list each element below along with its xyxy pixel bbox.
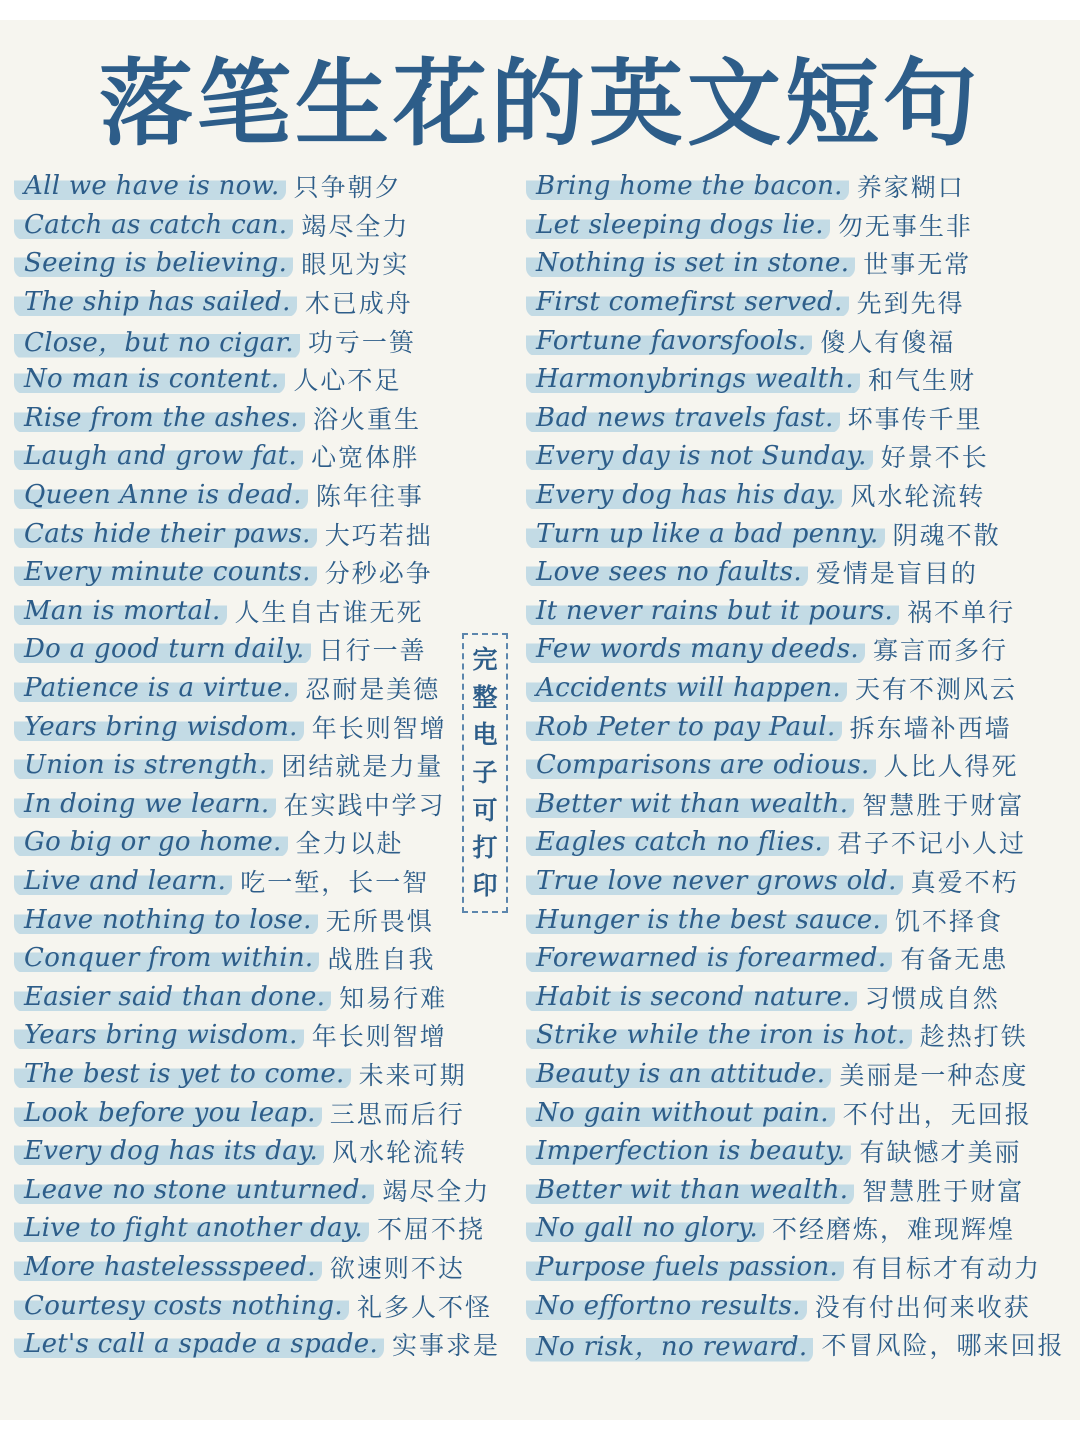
chinese-translation: 不经磨炼，难现辉煌 <box>772 1215 1016 1245</box>
phrase-row <box>14 746 474 785</box>
phrase-row <box>14 977 474 1016</box>
phrase-row <box>14 630 474 669</box>
english-phrase: Accidents will happen. <box>526 673 847 703</box>
chinese-translation: 不冒风险，哪来回报 <box>821 1331 1065 1361</box>
english-phrase: Hunger is the best sauce. <box>526 905 887 935</box>
chinese-translation: 风水轮流转 <box>850 482 986 512</box>
chinese-translation: 未来可期 <box>358 1060 467 1090</box>
phrase-row <box>14 1209 485 1248</box>
english-phrase: Every day is not Sunday. <box>526 441 873 471</box>
chinese-translation: 风水轮流转 <box>332 1138 468 1168</box>
chinese-translation: 礼多人不怪 <box>356 1292 492 1322</box>
chinese-translation: 竭尽全力 <box>301 211 410 241</box>
phrase-row <box>526 939 1080 978</box>
chinese-translation: 真爱不朽 <box>910 867 1019 897</box>
phrase-row <box>526 1286 1080 1325</box>
chinese-translation: 无所畏惧 <box>325 906 434 936</box>
phrase-row <box>526 746 1080 785</box>
chinese-translation: 三思而后行 <box>329 1099 465 1129</box>
phrase-row <box>526 514 1080 553</box>
chinese-translation: 全力以赴 <box>295 829 404 859</box>
badge-char: 完 <box>472 644 498 674</box>
phrase-row <box>526 1093 1080 1132</box>
english-phrase: Laugh and grow fat. <box>14 441 303 471</box>
chinese-translation: 只争朝夕 <box>293 173 402 203</box>
phrase-list-right <box>526 167 1080 1363</box>
badge-char: 打 <box>472 833 498 863</box>
english-phrase: No risk，no reward. <box>526 1326 813 1363</box>
english-phrase: In doing we learn. <box>14 789 276 819</box>
english-phrase: Have nothing to lose. <box>14 905 318 935</box>
phrase-row <box>526 1325 1080 1364</box>
phrase-row <box>14 823 474 862</box>
chinese-translation: 木已成舟 <box>304 289 413 319</box>
english-phrase: Strike while the iron is hot. <box>526 1020 912 1050</box>
english-phrase: No gall no glory. <box>526 1213 764 1243</box>
chinese-translation: 勿无事生非 <box>837 211 973 241</box>
chinese-translation: 人心不足 <box>293 366 402 396</box>
english-phrase: Years bring wisdom. <box>14 712 304 742</box>
phrase-row <box>14 399 474 438</box>
chinese-translation: 美丽是一种态度 <box>839 1060 1029 1090</box>
english-phrase: It never rains but it pours. <box>526 596 899 626</box>
phrase-row <box>526 630 1080 669</box>
badge-char: 可 <box>472 795 498 825</box>
chinese-translation: 年长则智增 <box>311 1022 447 1052</box>
phrase-row <box>526 1132 1080 1171</box>
english-phrase: More hastelessspeed. <box>14 1252 322 1282</box>
english-phrase: Love sees no faults. <box>526 557 808 587</box>
chinese-translation: 陈年往事 <box>315 482 424 512</box>
phrase-row <box>526 437 1080 476</box>
english-phrase: Comparisons are odious. <box>526 750 876 780</box>
english-phrase: Eagles catch no flies. <box>526 827 829 857</box>
phrase-row <box>526 1055 1080 1094</box>
phrase-row <box>14 592 474 631</box>
english-phrase: Look before you leap. <box>14 1098 322 1128</box>
english-phrase: Imperfection is beauty. <box>526 1136 851 1166</box>
phrase-row <box>14 1132 474 1171</box>
phrase-row <box>526 669 1080 708</box>
english-phrase: Leave no stone unturned. <box>14 1175 374 1205</box>
badge-char: 电 <box>472 720 498 750</box>
chinese-translation: 日行一善 <box>318 636 427 666</box>
english-phrase: Cats hide their paws. <box>14 519 317 549</box>
chinese-translation: 不付出，无回报 <box>842 1099 1032 1129</box>
chinese-translation: 大巧若拙 <box>324 520 433 550</box>
phrase-row <box>14 669 474 708</box>
chinese-translation: 有缺憾才美丽 <box>859 1138 1022 1168</box>
english-phrase: Catch as catch can. <box>14 210 293 240</box>
phrase-row <box>14 785 474 824</box>
badge-char: 整 <box>472 682 498 712</box>
phrase-row <box>526 977 1080 1016</box>
phrase-list-left <box>14 167 501 1363</box>
phrase-row <box>526 823 1080 862</box>
english-phrase: First comefirst served. <box>526 287 849 317</box>
chinese-translation: 傻人有傻福 <box>820 327 956 357</box>
english-phrase: Rise from the ashes. <box>14 403 305 433</box>
phrase-row <box>526 862 1080 901</box>
badge-char: 子 <box>472 757 498 787</box>
phrase-row <box>14 167 474 206</box>
english-phrase: Conquer from within. <box>14 943 319 973</box>
english-phrase: Queen Anne is dead. <box>14 480 308 510</box>
chinese-translation: 不屈不挠 <box>376 1215 485 1245</box>
english-phrase: No man is content. <box>14 364 285 394</box>
phrase-row <box>14 437 474 476</box>
english-phrase: Do a good turn daily. <box>14 634 311 664</box>
phrase-row <box>14 283 474 322</box>
chinese-translation: 祸不单行 <box>907 597 1016 627</box>
chinese-translation: 战胜自我 <box>327 945 436 975</box>
phrase-row <box>526 1248 1080 1287</box>
english-phrase: Forewarned is forearmed. <box>526 943 892 973</box>
english-phrase: Few words many deeds. <box>526 634 865 664</box>
chinese-translation: 爱情是盲目的 <box>815 559 978 589</box>
chinese-translation: 忍耐是美德 <box>305 675 441 705</box>
phrase-row <box>14 206 474 245</box>
english-phrase: True love never grows old. <box>526 866 903 896</box>
phrase-row <box>526 206 1080 245</box>
phrase-row <box>14 1055 474 1094</box>
phrase-row <box>526 399 1080 438</box>
phrase-row <box>526 283 1080 322</box>
english-phrase: Rob Peter to pay Paul. <box>526 712 842 742</box>
chinese-translation: 年长则智增 <box>311 713 447 743</box>
printable-badge <box>462 633 508 913</box>
chinese-translation: 心宽体胖 <box>311 443 420 473</box>
chinese-translation: 天有不测风云 <box>855 675 1018 705</box>
english-phrase: Live and learn. <box>14 866 232 896</box>
phrase-row <box>14 1170 491 1209</box>
chinese-translation: 分秒必争 <box>324 559 433 589</box>
english-phrase: Patience is a virtue. <box>14 673 297 703</box>
chinese-translation: 竭尽全力 <box>382 1176 491 1206</box>
chinese-translation: 君子不记小人过 <box>837 829 1027 859</box>
chinese-translation: 实事求是 <box>392 1331 501 1361</box>
english-phrase: Better wit than wealth. <box>526 789 854 819</box>
english-phrase: Man is mortal. <box>14 596 227 626</box>
chinese-translation: 眼见为实 <box>301 250 410 280</box>
english-phrase: Bad news travels fast. <box>526 403 840 433</box>
chinese-translation: 世事无常 <box>863 250 972 280</box>
chinese-translation: 好景不长 <box>880 443 989 473</box>
phrase-row <box>14 939 474 978</box>
chinese-translation: 智慧胜于财富 <box>862 1176 1025 1206</box>
phrase-row <box>14 707 474 746</box>
chinese-translation: 有目标才有动力 <box>852 1253 1042 1283</box>
phrase-row <box>526 785 1080 824</box>
chinese-translation: 习惯成自然 <box>864 983 1000 1013</box>
chinese-translation: 人生自古谁无死 <box>234 597 424 627</box>
english-phrase: Easier said than done. <box>14 982 331 1012</box>
phrase-row <box>14 1093 474 1132</box>
chinese-translation: 坏事传千里 <box>847 404 983 434</box>
english-phrase: Nothing is set in stone. <box>526 248 855 278</box>
english-phrase: Let's call a spade a spade. <box>14 1329 384 1359</box>
chinese-translation: 有备无患 <box>900 945 1009 975</box>
chinese-translation: 在实践中学习 <box>283 790 446 820</box>
badge-char: 印 <box>472 871 498 901</box>
chinese-translation: 知易行难 <box>339 983 448 1013</box>
chinese-translation: 团结就是力量 <box>281 752 444 782</box>
phrase-row <box>14 862 474 901</box>
chinese-translation: 阴魂不散 <box>892 520 1001 550</box>
phrase-row <box>14 1286 492 1325</box>
english-phrase: Courtesy costs nothing. <box>14 1291 349 1321</box>
phrase-row <box>526 900 1080 939</box>
phrase-row <box>14 1016 474 1055</box>
english-phrase: Better wit than wealth. <box>526 1175 854 1205</box>
phrase-row <box>14 1248 474 1287</box>
chinese-translation: 先到先得 <box>856 289 965 319</box>
english-phrase: Go big or go home. <box>14 827 288 857</box>
phrase-row <box>14 900 474 939</box>
english-phrase: Live to fight another day. <box>14 1213 369 1243</box>
english-phrase: No gain without pain. <box>526 1098 835 1128</box>
phrase-row <box>14 1325 501 1364</box>
chinese-translation: 养家糊口 <box>856 173 965 203</box>
phrase-row <box>526 476 1080 515</box>
phrase-row <box>526 592 1080 631</box>
english-phrase: Turn up like a bad penny. <box>526 519 885 549</box>
chinese-translation: 人比人得死 <box>883 752 1019 782</box>
english-phrase: Let sleeping dogs lie. <box>526 210 830 240</box>
english-phrase: Every dog has his day. <box>526 480 842 510</box>
chinese-translation: 趁热打铁 <box>919 1022 1028 1052</box>
chinese-translation: 吃一堑，长一智 <box>240 867 430 897</box>
english-phrase: Purpose fuels passion. <box>526 1252 844 1282</box>
english-phrase: The ship has sailed. <box>14 287 297 317</box>
phrase-row <box>526 321 1080 360</box>
english-phrase: Habit is second nature. <box>526 982 857 1012</box>
english-phrase: Years bring wisdom. <box>14 1020 304 1050</box>
english-phrase: Bring home the bacon. <box>526 171 849 201</box>
english-phrase: Close，but no cigar. <box>14 322 300 359</box>
english-phrase: Fortune favorsfools. <box>526 326 812 356</box>
english-phrase: All we have is now. <box>14 171 286 201</box>
phrase-row <box>526 360 1080 399</box>
chinese-translation: 欲速则不达 <box>329 1253 465 1283</box>
phrase-row <box>526 707 1080 746</box>
phrase-row <box>14 514 474 553</box>
chinese-translation: 拆东墙补西墙 <box>849 713 1012 743</box>
chinese-translation: 没有付出何来收获 <box>814 1292 1031 1322</box>
page-title: 落笔生花的英文短句 <box>98 50 981 159</box>
english-phrase: Harmonybrings wealth. <box>526 364 860 394</box>
chinese-translation: 饥不择食 <box>895 906 1004 936</box>
phrase-row <box>526 1209 1080 1248</box>
english-phrase: No effortno results. <box>526 1291 807 1321</box>
phrase-row <box>526 553 1080 592</box>
english-phrase: Beauty is an attitude. <box>526 1059 831 1089</box>
english-phrase: The best is yet to come. <box>14 1059 351 1089</box>
phrase-row <box>526 1016 1080 1055</box>
phrase-row <box>14 244 474 283</box>
phrase-row <box>526 1170 1080 1209</box>
phrase-row <box>526 244 1080 283</box>
phrase-row <box>526 167 1080 206</box>
english-phrase: Every minute counts. <box>14 557 317 587</box>
chinese-translation: 和气生财 <box>867 366 976 396</box>
chinese-translation: 功亏一篑 <box>307 327 416 357</box>
chinese-translation: 寡言而多行 <box>872 636 1008 666</box>
poster <box>0 20 1080 1420</box>
chinese-translation: 浴火重生 <box>312 404 421 434</box>
english-phrase: Every dog has its day. <box>14 1136 324 1166</box>
english-phrase: Union is strength. <box>14 750 273 780</box>
chinese-translation: 智慧胜于财富 <box>862 790 1025 820</box>
phrase-row <box>14 476 474 515</box>
phrase-row <box>14 553 474 592</box>
english-phrase: Seeing is believing. <box>14 248 293 278</box>
phrase-row <box>14 321 474 360</box>
phrase-row <box>14 360 474 399</box>
